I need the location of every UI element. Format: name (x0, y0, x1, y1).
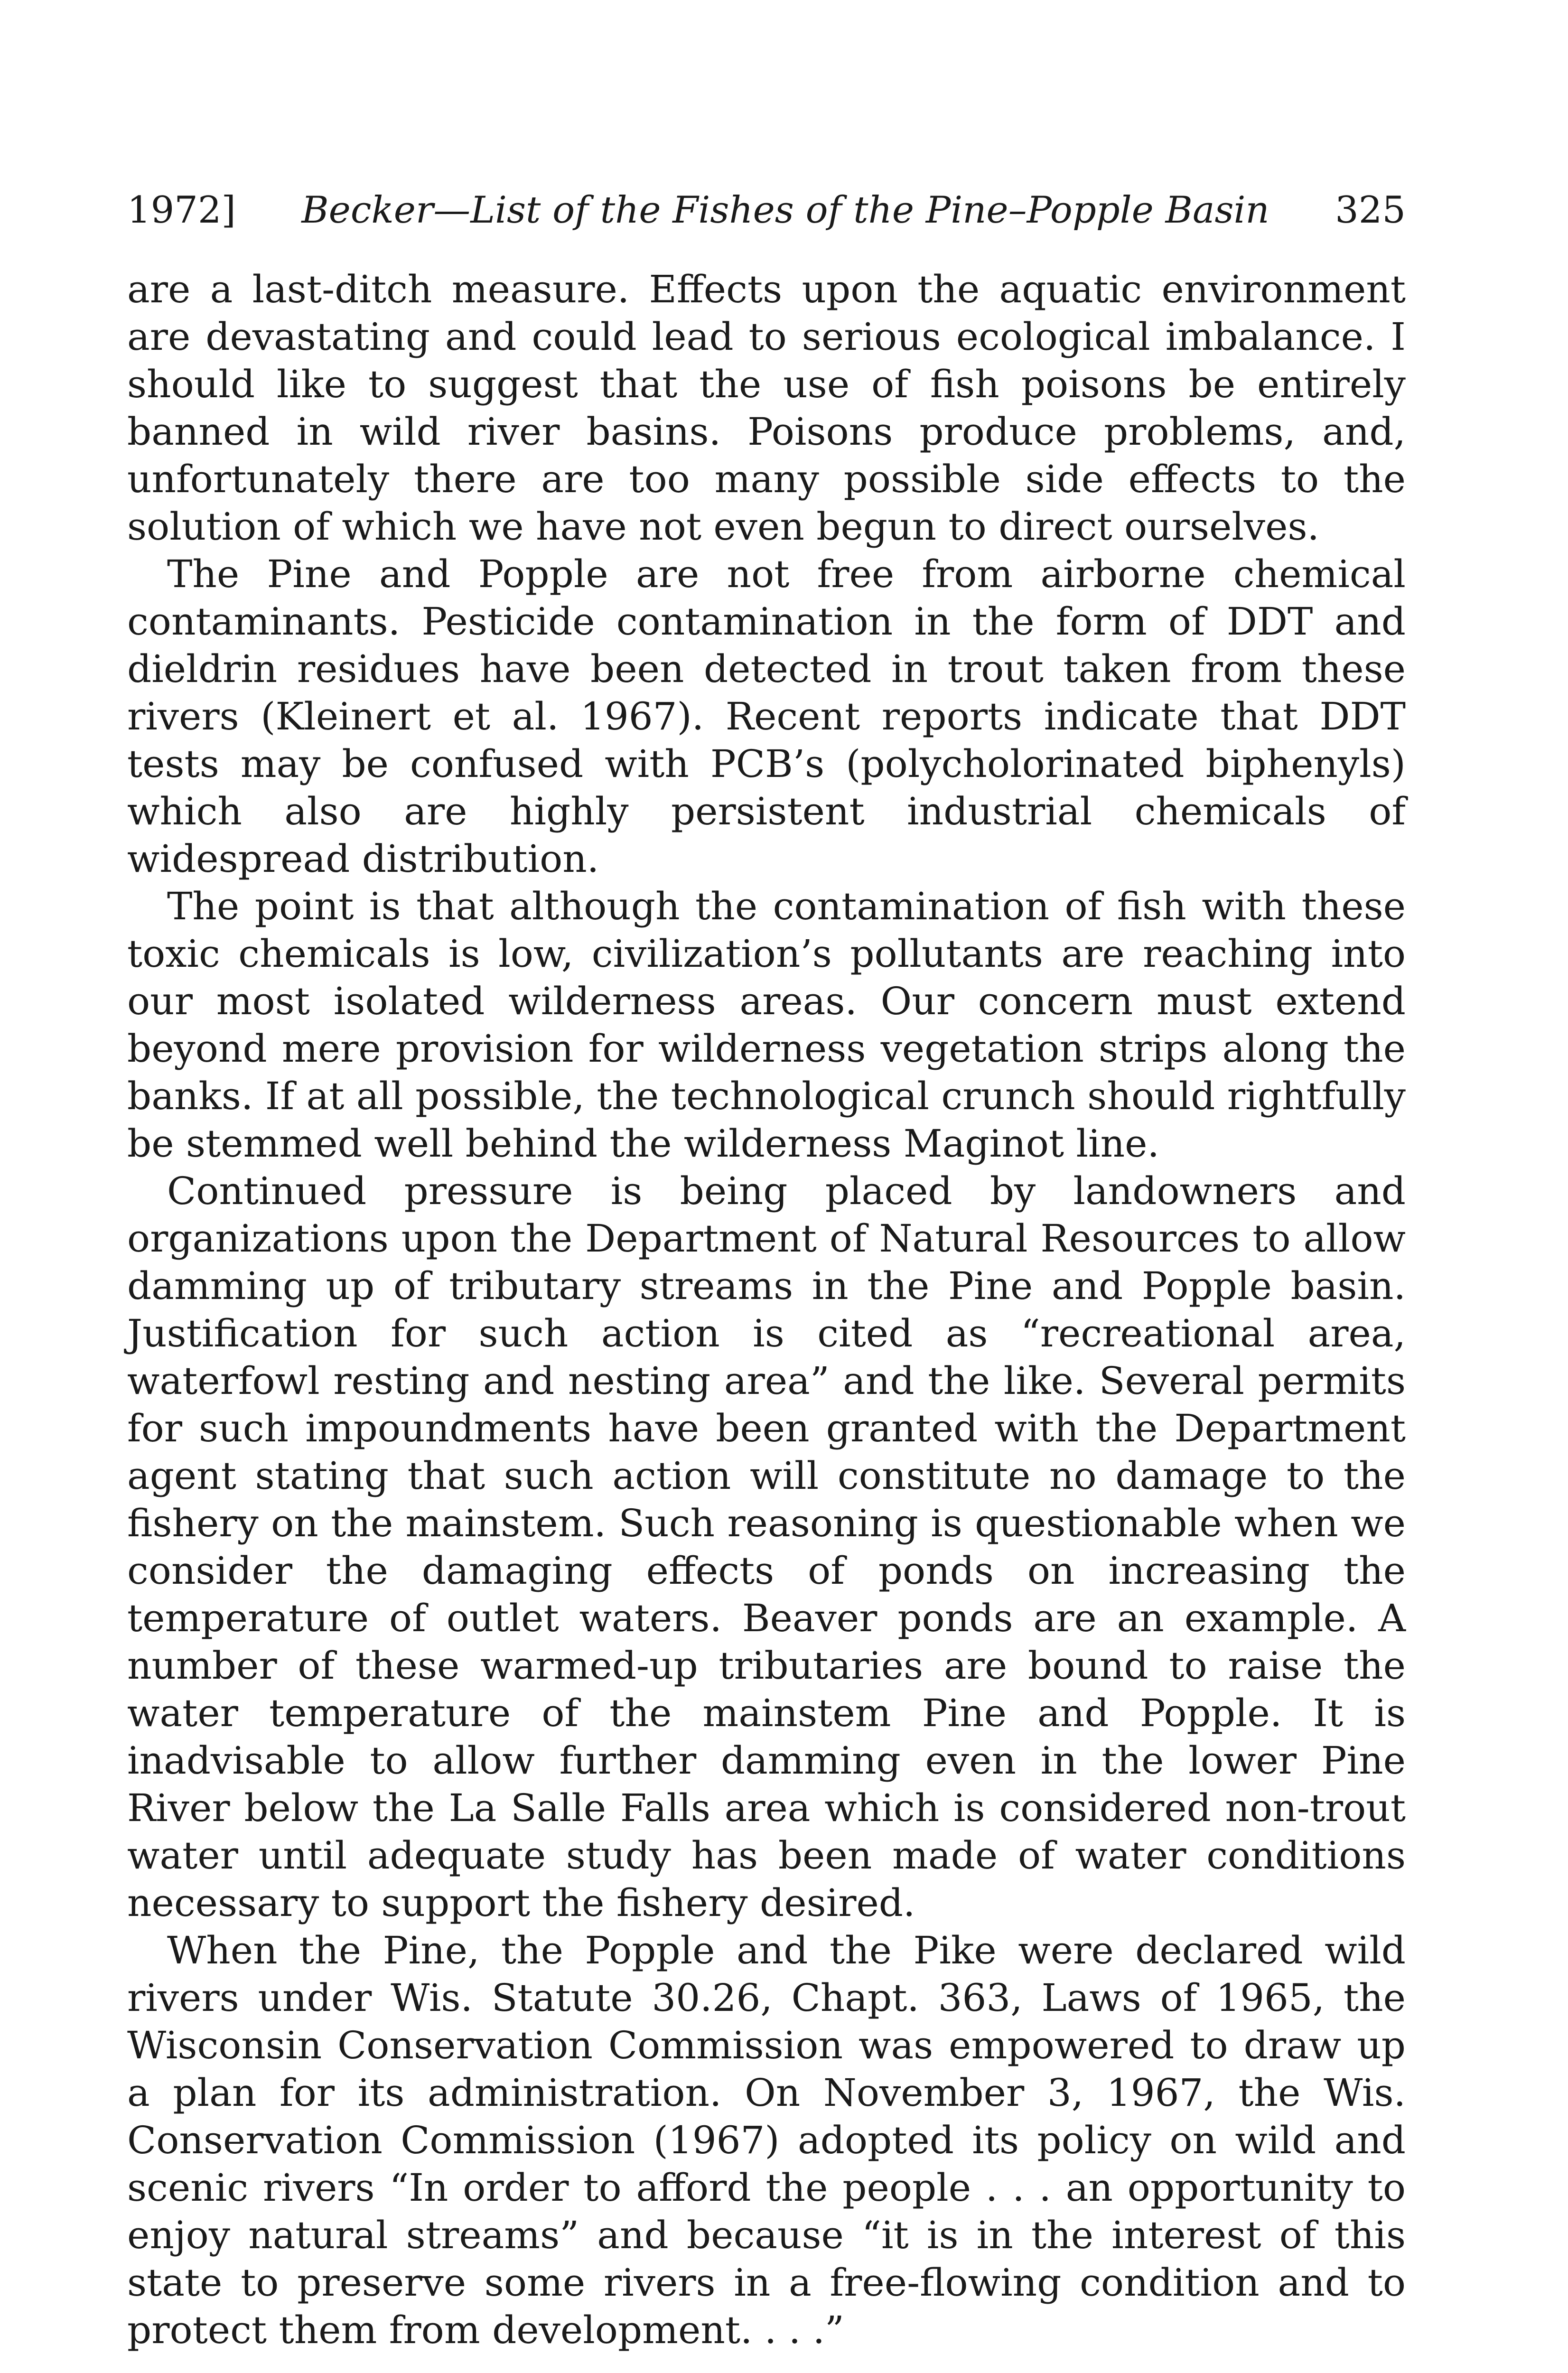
paragraph: The Pine and Popple are not free from airborne chemical contaminants. Pesticide contamination in the form of DDT and dieldrin residues have been detected in trout taken from these rivers (Kleinert et al. 1967). Recent reports indicate that DDT tests may be confused with PCB’s (polycholorinated biphenyls) which also are highly persistent industrial chemicals of widespread distribution. (127, 552, 1406, 881)
body-text (127, 266, 1406, 2354)
page-number: 325 (1335, 189, 1406, 232)
paragraph: are a last-ditch measure. Effects upon the aquatic environment are devastating and could lead to serious ecological imbalance. I should like to suggest that the use of fish poisons be entirely banned in wild river basins. Poisons produce problems, and, unfortunately there are too many possible side effects to the solution of which we have not even begun to direct ourselves. (127, 267, 1406, 549)
paragraph: Continued pressure is being placed by landowners and organizations upon the Department of Natural Resources to allow damming up of tributary streams in the Pine and Popple basin. Justification for such action is cited as “recreational area, waterfowl resting and nesting area” and the like. Several permits for such impoundments have been granted with the Department agent stating that such action will constitute no damage to the fishery on the mainstem. Such reasoning is questionable when we consider the damaging effects of ponds on increasing the temperature of outlet waters. Beaver ponds are an example. A number of these warmed-up tributaries are bound to raise the water temperature of the mainstem Pine and Popple. It is inadvisable to allow further damming even in the lower Pine River below the La Salle Falls area which is considered non-trout water until adequate study has been made of water conditions necessary to support the fishery desired. (127, 1169, 1406, 1925)
header-year: 1972] (127, 189, 236, 232)
header-title: Becker—List of the Fishes of the Pine–Popple Basin (301, 189, 1269, 232)
running-header (127, 184, 1406, 236)
paragraph: The point is that although the contamination of fish with these toxic chemicals is low, civilization’s pollutants are reaching into our most isolated wilderness areas. Our concern must extend beyond mere provision for wilderness vegetation strips along the banks. If at all possible, the technological crunch should rightfully be stemmed well behind the wilderness Maginot line. (127, 884, 1406, 1166)
paragraph: When the Pine, the Popple and the Pike were declared wild rivers under Wis. Statute 30.26, Chapt. 363, Laws of 1965, the Wisconsin Conservation Commission was empowered to draw up a plan for its administration. On November 3, 1967, the Wis. Conservation Commission (1967) adopted its policy on wild and scenic rivers “In order to afford the people . . . an opportunity to enjoy natural streams” and because “it is in the interest of this state to preserve some rivers in a free-flowing condition and to protect them from development. . . .” (127, 1928, 1406, 2352)
